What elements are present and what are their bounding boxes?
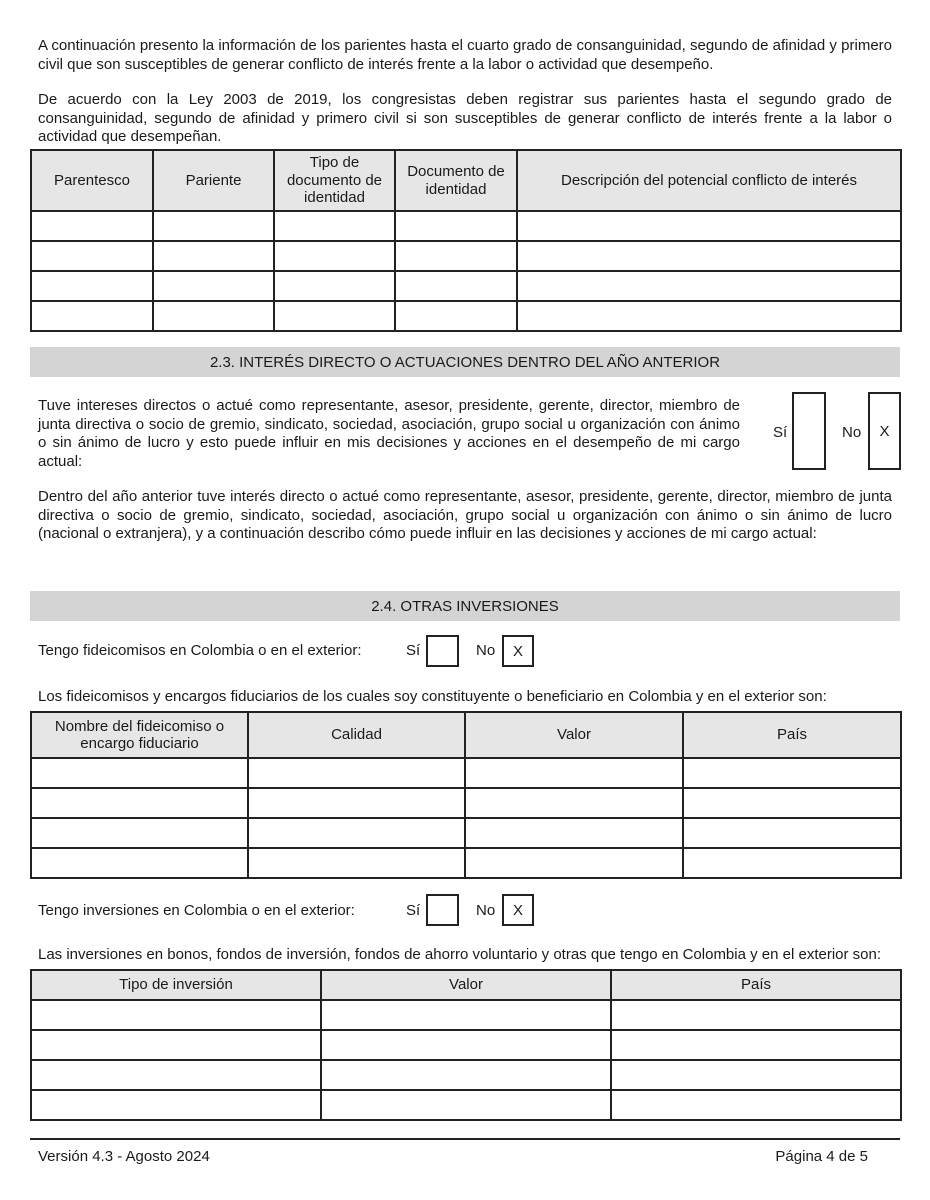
- table-row: [31, 788, 901, 818]
- trust-table: [30, 711, 902, 879]
- intro-paragraph-2: De acuerdo con la Ley 2003 de 2019, los congresistas deben registrar sus parientes hasta el segundo grado de consanguinidad, segundo de afinidad y primero civil si son susceptibles de generar conflicto de interés frente a la labor o actividad que desempeñan.: [38, 91, 892, 145]
- table-cell[interactable]: [31, 271, 153, 301]
- header-pais: País: [683, 712, 901, 758]
- direct-interest-question: Tuve intereses directos o actué como representante, asesor, presidente, gerente, director, miembro de junta directiva o socio de gremio, sindicato, sociedad, asociación, grupo social u organización con ánimo o sin ánimo de lucro y esto puede influir en mis decisiones y acciones en el desempeño de mi cargo actual:: [38, 397, 740, 470]
- table-row: [31, 848, 901, 878]
- table-cell[interactable]: [395, 271, 517, 301]
- section-2-4-title: 2.4. OTRAS INVERSIONES: [30, 591, 900, 621]
- table-cell[interactable]: [321, 1090, 611, 1120]
- header-pariente: Pariente: [153, 150, 274, 211]
- table-cell[interactable]: [248, 788, 465, 818]
- table-row: [31, 818, 901, 848]
- table-cell[interactable]: [274, 271, 395, 301]
- table-cell[interactable]: [465, 818, 683, 848]
- table-cell[interactable]: [274, 301, 395, 331]
- header-parentesco: Parentesco: [31, 150, 153, 211]
- table-cell[interactable]: [517, 301, 901, 331]
- table-cell[interactable]: [683, 818, 901, 848]
- table-cell[interactable]: [153, 241, 274, 271]
- investment-yes-label: Sí: [406, 902, 421, 919]
- table-row: [31, 271, 901, 301]
- table-cell[interactable]: [395, 211, 517, 241]
- table-cell[interactable]: [153, 211, 274, 241]
- header-descripcion-conflicto: Descripción del potencial conflicto de interés: [517, 150, 901, 211]
- direct-interest-yes-label: Sí: [773, 424, 788, 441]
- investment-no-checkbox[interactable]: X: [502, 894, 534, 926]
- table-row: [31, 301, 901, 331]
- table-cell[interactable]: [683, 848, 901, 878]
- header-documento-identidad: Documento de identidad: [395, 150, 517, 211]
- table-cell[interactable]: [31, 818, 248, 848]
- table-cell[interactable]: [321, 1030, 611, 1060]
- investment-table: [30, 969, 902, 1121]
- direct-interest-no-label: No: [842, 424, 862, 441]
- table-cell[interactable]: [395, 241, 517, 271]
- footer-version: Versión 4.3 - Agosto 2024: [38, 1148, 210, 1165]
- relatives-table: [30, 149, 902, 332]
- table-cell[interactable]: [31, 1090, 321, 1120]
- table-cell[interactable]: [465, 758, 683, 788]
- table-cell[interactable]: [31, 788, 248, 818]
- intro-paragraph-1: A continuación presento la información de los parientes hasta el cuarto grado de consanguinidad, segundo de afinidad y primero civil que son susceptibles de generar conflicto de interés frente a la labor o actividad que desempeño.: [38, 37, 892, 73]
- table-cell[interactable]: [153, 301, 274, 331]
- table-cell[interactable]: [31, 211, 153, 241]
- table-cell[interactable]: [248, 848, 465, 878]
- trust-yes-label: Sí: [406, 642, 421, 659]
- table-row: [31, 758, 901, 788]
- table-cell[interactable]: [611, 1060, 901, 1090]
- direct-interest-yes-checkbox[interactable]: [792, 392, 826, 470]
- header-calidad: Calidad: [248, 712, 465, 758]
- table-cell[interactable]: [611, 1030, 901, 1060]
- header-pais: País: [611, 970, 901, 1000]
- table-cell[interactable]: [248, 818, 465, 848]
- table-cell[interactable]: [274, 241, 395, 271]
- table-cell[interactable]: [321, 1000, 611, 1030]
- table-cell[interactable]: [517, 271, 901, 301]
- table-cell[interactable]: [321, 1060, 611, 1090]
- table-cell[interactable]: [395, 301, 517, 331]
- table-cell[interactable]: [248, 758, 465, 788]
- table-row: [31, 211, 901, 241]
- table-cell[interactable]: [465, 788, 683, 818]
- investment-question: Tengo inversiones en Colombia o en el exterior:: [38, 902, 355, 919]
- trust-yes-checkbox[interactable]: [426, 635, 459, 667]
- table-row: [31, 241, 901, 271]
- direct-interest-no-checkbox[interactable]: X: [868, 392, 901, 470]
- footer-divider: [30, 1138, 900, 1140]
- trust-question: Tengo fideicomisos en Colombia o en el exterior:: [38, 642, 362, 659]
- table-cell[interactable]: [31, 241, 153, 271]
- investment-yes-checkbox[interactable]: [426, 894, 459, 926]
- table-cell[interactable]: [31, 301, 153, 331]
- header-valor: Valor: [465, 712, 683, 758]
- table-row: [31, 1090, 901, 1120]
- table-cell[interactable]: [517, 241, 901, 271]
- trust-no-checkbox[interactable]: X: [502, 635, 534, 667]
- table-cell[interactable]: [31, 1000, 321, 1030]
- trust-no-label: No: [476, 642, 496, 659]
- header-nombre-fideicomiso: Nombre del fideicomiso o encargo fiduciario: [31, 712, 248, 758]
- table-cell[interactable]: [517, 211, 901, 241]
- table-cell[interactable]: [465, 848, 683, 878]
- table-cell[interactable]: [31, 1030, 321, 1060]
- direct-interest-description: Dentro del año anterior tuve interés directo o actué como representante, asesor, presidente, gerente, director, miembro de junta directiva o socio de gremio, sindicato, sociedad, asociación, grupo social u organización con ánimo o sin ánimo de lucro (nacional o extranjera), y a continuación describo cómo puede influir en las decisiones y acciones de mi cargo actual:: [38, 488, 892, 542]
- table-cell[interactable]: [611, 1090, 901, 1120]
- trust-list-intro: Los fideicomisos y encargos fiduciarios de los cuales soy constituyente o beneficiario en Colombia y en el exterior son:: [38, 688, 827, 705]
- header-tipo-documento: Tipo de documento de identidad: [274, 150, 395, 211]
- header-valor: Valor: [321, 970, 611, 1000]
- table-row: [31, 1060, 901, 1090]
- table-cell[interactable]: [611, 1000, 901, 1030]
- table-cell[interactable]: [31, 758, 248, 788]
- table-row: [31, 1030, 901, 1060]
- table-cell[interactable]: [153, 271, 274, 301]
- investment-list-intro: Las inversiones en bonos, fondos de inversión, fondos de ahorro voluntario y otras que tengo en Colombia y en el exterior son:: [38, 946, 882, 963]
- footer-page-number: Página 4 de 5: [775, 1148, 868, 1165]
- section-2-3-title: 2.3. INTERÉS DIRECTO O ACTUACIONES DENTRO DEL AÑO ANTERIOR: [30, 347, 900, 377]
- header-tipo-inversion: Tipo de inversión: [31, 970, 321, 1000]
- table-row: [31, 1000, 901, 1030]
- table-cell[interactable]: [683, 758, 901, 788]
- table-cell[interactable]: [274, 211, 395, 241]
- table-cell[interactable]: [31, 848, 248, 878]
- investment-no-label: No: [476, 902, 496, 919]
- table-cell[interactable]: [31, 1060, 321, 1090]
- table-cell[interactable]: [683, 788, 901, 818]
